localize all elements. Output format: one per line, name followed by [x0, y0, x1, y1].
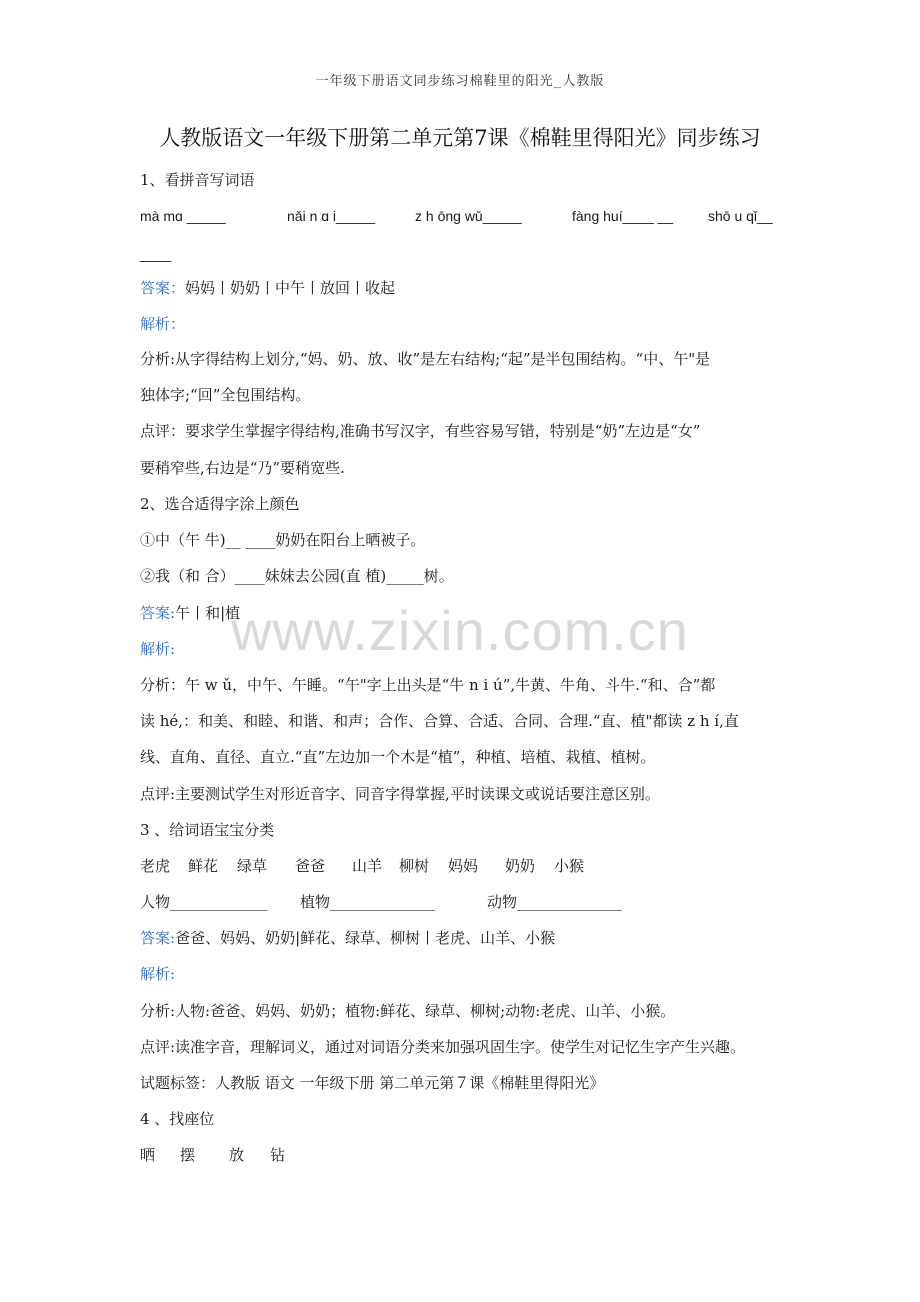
q3-blank-people: 人物_____________	[140, 893, 268, 911]
q4-word: 晒	[140, 1146, 156, 1164]
q2-analysis-label: 解析:	[140, 640, 176, 658]
q1-pinyin-row	[140, 206, 790, 226]
q2-analysis-line-1: 分析：午 w ǔ，中午、午睡。“午"字上出头是“牛 n i ú”,牛黄、牛角、斗牛.“和、合”都	[140, 676, 716, 694]
q1-pinyin-4: fàng huí____ __	[572, 208, 674, 224]
q3-word: 鲜花	[188, 857, 219, 875]
q1-analysis-label: 解析：	[140, 315, 186, 333]
q2-answer-text: 午丨和|植	[175, 604, 241, 622]
q3-word: 妈妈	[448, 857, 479, 875]
q1-pinyin-cont: ____	[140, 246, 172, 262]
q3-answer-text: 爸爸、妈妈、奶奶|鲜花、绿草、柳树丨老虎、山羊、小猴	[175, 929, 556, 947]
q2-analysis-line-3: 线、直角、直径、直立.“直”左边加一个木是“植”，种植、培植、栽植、植树。	[140, 748, 656, 766]
q3-word: 奶奶	[505, 857, 536, 875]
q3-word: 绿草	[237, 857, 268, 875]
q1-pinyin-2: nǎi n ɑ i_____	[287, 208, 375, 224]
q3-blank-plants: 植物______________	[300, 893, 436, 911]
q3-answer-label: 答案:	[140, 929, 176, 947]
q2-item-1: ①中（午 牛)__ ____奶奶在阳台上晒被子。	[140, 531, 426, 549]
q2-comment: 点评:主要测试学生对形近音字、同音字得掌握,平时读课文或说话要注意区别。	[140, 785, 660, 803]
q2-answer	[140, 603, 790, 623]
q3-analysis: 分析:人物:爸爸、妈妈、奶奶；植物:鲜花、绿草、柳树;动物:老虎、山羊、小猴。	[140, 1002, 676, 1020]
q3-answer	[140, 928, 790, 948]
q4-word: 钻	[270, 1146, 286, 1164]
q4-word: 放	[229, 1146, 245, 1164]
q1-pinyin-3: z h ōng wǔ_____	[415, 208, 522, 224]
q1-comment-line-2: 要稍窄些,右边是“乃”要稍宽些.	[140, 459, 345, 477]
q1-comment-line-1: 点评：要求学生掌握字得结构,准确书写汉字，有些容易写错，特别是“奶”左边是“女”	[140, 422, 701, 440]
q1-answer-text: 妈妈丨奶奶丨中午丨放回丨收起	[185, 279, 396, 297]
q1-answer	[140, 278, 790, 298]
q3-word: 小猴	[554, 857, 585, 875]
q2-item-2: ②我（和 合）____妹妹去公园(直 植)_____树。	[140, 567, 454, 585]
q1-pinyin-5: shō u qǐ__	[708, 208, 773, 224]
q4-heading: 4 、找座位	[140, 1110, 215, 1128]
q3-tags: 试题标签：人教版 语文 一年级下册 第二单元第７课《棉鞋里得阳光》	[140, 1074, 605, 1092]
q2-answer-label: 答案:	[140, 604, 176, 622]
q3-comment: 点评:读准字音，理解词义，通过对词语分类来加强巩固生字。使学生对记忆生字产生兴趣。	[140, 1038, 746, 1056]
q3-word-row	[140, 856, 790, 876]
running-header: 一年级下册语文同步练习棉鞋里的阳光_人教版	[315, 74, 605, 89]
q4-word: 摆	[180, 1146, 196, 1164]
q2-heading: 2、选合适得字涂上颜色	[140, 495, 300, 513]
page-title: 人教版语文一年级下册第二单元第7课《棉鞋里得阳光》同步练习	[159, 126, 761, 150]
q3-word: 老虎	[140, 857, 171, 875]
q3-analysis-label: 解析:	[140, 965, 176, 983]
q1-analysis-line-2: 独体字;“回”全包围结构。	[140, 386, 311, 404]
q3-blank-row	[140, 892, 790, 912]
q3-blank-animals: 动物______________	[487, 893, 623, 911]
q3-word: 柳树	[399, 857, 430, 875]
q3-word: 山羊	[352, 857, 383, 875]
q1-heading: 1、看拼音写词语	[140, 171, 255, 189]
q1-pinyin-1: mà mɑ _____	[140, 208, 226, 224]
watermark: www.zixin.com.cn	[231, 599, 689, 662]
q1-answer-label: 答案：	[140, 279, 186, 297]
q1-analysis-line-1: 分析:从字得结构上划分,“妈、奶、放、收”是左右结构;“起”是半包围结构。“中、午"是	[140, 350, 711, 368]
q4-word-row	[140, 1145, 790, 1165]
q2-analysis-line-2: 读 hé,：和美、和睦、和谐、和声；合作、合算、合适、合同、合理.“直、植"都读 z h í,直	[140, 712, 739, 730]
q3-heading: 3 、给词语宝宝分类	[140, 821, 275, 839]
q3-word: 爸爸	[295, 857, 326, 875]
